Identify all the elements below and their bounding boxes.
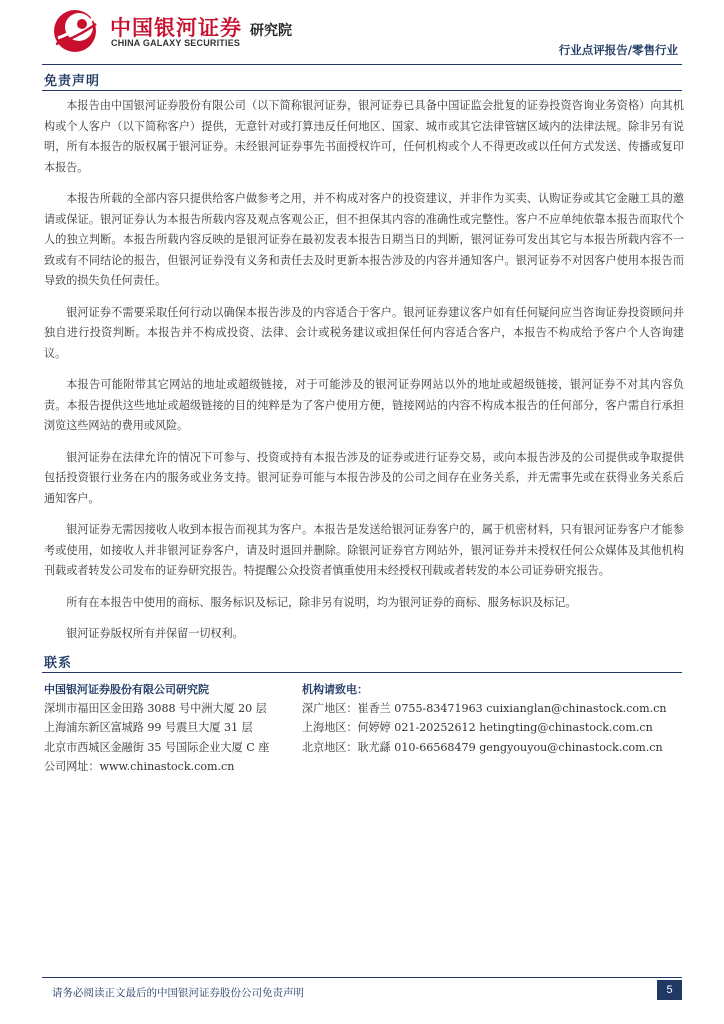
disclaimer-paragraph: 本报告由中国银河证券股份有限公司（以下简称银河证券，银河证券已具备中国证监会批复的证券投资咨询业务资格）向其机构或个人客户（以下简称客户）提供，无意针对或打算违反任何地区、国家、城市或其它法律管辖区域内的法律法规。除非另有说明，所有本报告的版权属于银河证券。未经银河证券事先书面授权许可，任何机构或个人不得更改或以任何方式发送、传播或复印本报告。 xyxy=(44,99,684,174)
disclaimer-paragraph: 银河证券在法律允许的情况下可参与、投资或持有本报告涉及的证券或进行证券交易，或向本报告涉及的公司提供或争取提供包括投资银行业务在内的服务或业务支持。银河证券可能与本报告涉及的公司之间存在业务关系，并无需事先或在获得业务关系后通知客户。 xyxy=(44,450,684,505)
contact-title-rule xyxy=(42,672,682,673)
page-number: 5 xyxy=(657,980,682,1000)
company-address: 上海浦东新区富城路 99 号震旦大厦 31 层 xyxy=(44,721,253,735)
company-website: 公司网址：www.chinastock.com.cn xyxy=(44,759,235,773)
disclaimer-paragraph: 银河证券版权所有并保留一切权利。 xyxy=(66,627,244,640)
disclaimer-title-rule xyxy=(42,90,682,91)
disclaimer-paragraph: 银河证券无需因接收人收到本报告而视其为客户。本报告是发送给银河证券客户的，属于机密材料，只有银河证券客户才能参考或使用，如接收人并非银河证券客户，请及时退回并删除。除银河证券官方网站外，银河证券并未授权任何公众媒体及其他机构刊载或者转发公司发布的证券研究报告。特提醒公众投资者慎重使用未经授权刊载或者转发的本公司证券研究报告。 xyxy=(44,523,684,577)
brand-name-cn: 中国银河证券 xyxy=(110,16,242,40)
disclaimer-title: 免责声明 xyxy=(44,74,101,89)
contact-shenzhen-guangzhou: 深广地区：崔香兰 0755-83471963 cuixianglan@chinastock.com.cn xyxy=(302,702,667,716)
institute-label: 研究院 xyxy=(250,23,292,39)
institutional-contact xyxy=(302,680,682,757)
contact-title: 联系 xyxy=(44,656,73,671)
footer-notice: 请务必阅读正文最后的中国银河证券股份公司免责声明 xyxy=(52,987,304,999)
contact-shanghai: 上海地区：何婷婷 021-20252612 hetingting@chinastock.com.cn xyxy=(302,721,653,735)
company-address: 深圳市福田区金田路 3088 号中洲大厦 20 层 xyxy=(44,702,267,716)
footer-divider xyxy=(42,977,682,978)
disclaimer-paragraph: 本报告所载的全部内容只提供给客户做参考之用，并不构成对客户的投资建议，并非作为买卖、认购证券或其它金融工具的邀请或保证。银河证券认为本报告所载内容及观点客观公正，但不担保其内容的准确性或完整性。客户不应单纯依靠本报告而取代个人的独立判断。本报告所载内容反映的是银河证券在最初发表本报告日期当日的判断，银河证券可发出其它与本报告所载内容不一致或有不同结论的报告，但银河证券没有义务和责任去及时更新本报告涉及的内容并通知客户。银河证券不对因客户使用本报告而导致的损失负任何责任。 xyxy=(44,192,684,287)
company-address: 北京市西城区金融街 35 号国际企业大厦 C 座 xyxy=(44,740,270,754)
company-contact xyxy=(44,680,294,776)
disclaimer-paragraph: 所有在本报告中使用的商标、服务标识及标记，除非另有说明，均为银河证券的商标、服务标识及标记。 xyxy=(66,595,577,609)
contact-beijing: 北京地区：耿尤繇 010-66568479 gengyouyou@chinastock.com.cn xyxy=(302,740,663,754)
disclaimer-paragraph: 本报告可能附带其它网站的地址或超级链接，对于可能涉及的银河证券网站以外的地址或超级链接，银河证券不对其内容负责。本报告提供这些地址或超级链接的目的纯粹是为了客户使用方便，链接网站的内容不构成本报告的任何部分，客户需自行承担浏览这些网站的费用或风险。 xyxy=(44,378,684,432)
company-heading: 中国银河证券股份有限公司研究院 xyxy=(44,683,209,696)
galaxy-logo-icon xyxy=(52,8,98,54)
institutional-heading: 机构请致电： xyxy=(302,683,368,696)
brand-name-en: CHINA GALAXY SECURITIES xyxy=(111,38,241,48)
page-header xyxy=(0,0,724,66)
disclaimer-paragraph: 银河证券不需要采取任何行动以确保本报告涉及的内容适合于客户。银河证券建议客户如有任何疑问应当咨询证券投资顾问并独自进行投资判断。本报告并不构成投资、法律、会计或税务建议或担保任何内容适合客户，本报告不构成给予客户个人咨询建议。 xyxy=(44,305,684,360)
header-divider xyxy=(42,64,682,65)
report-category: 行业点评报告/零售行业 xyxy=(558,43,678,57)
disclaimer-body xyxy=(44,96,684,656)
